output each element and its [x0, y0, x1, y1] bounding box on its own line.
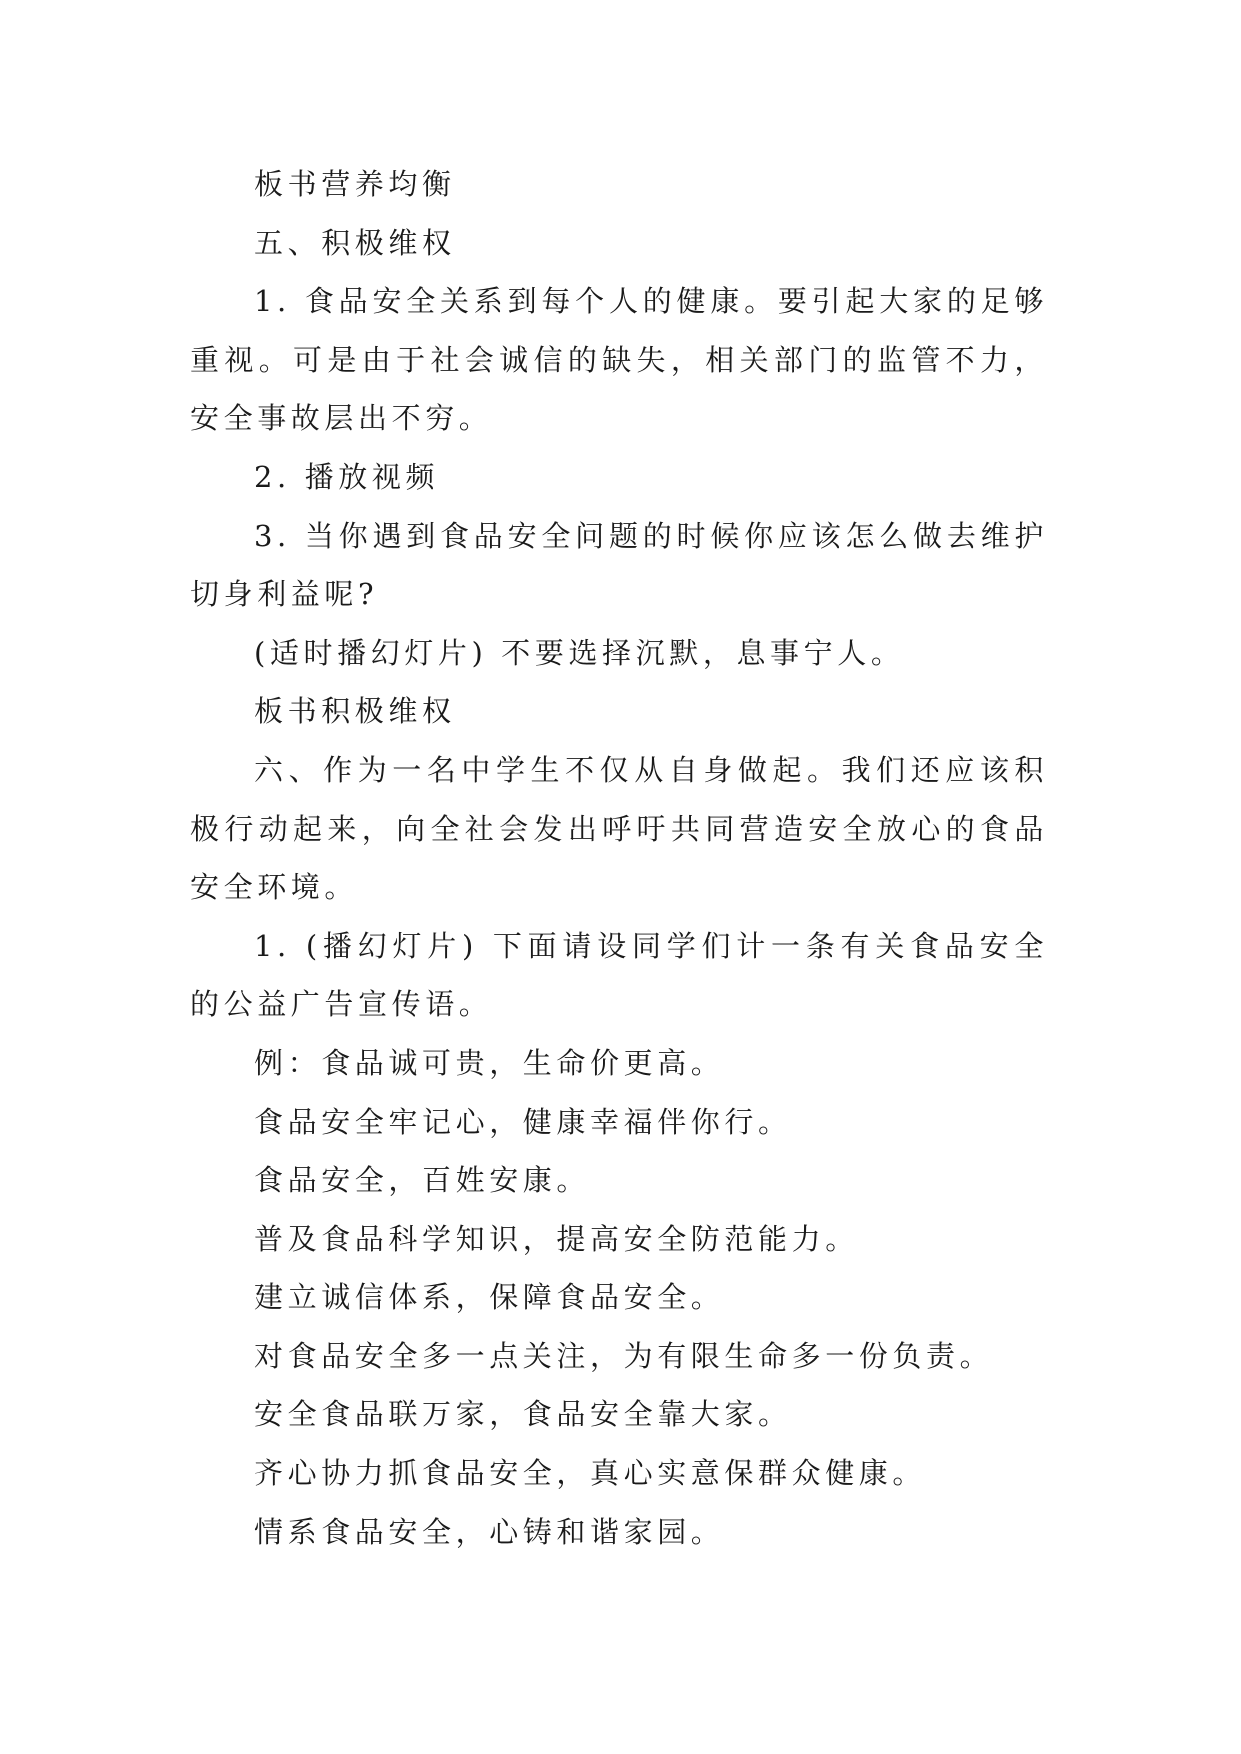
slogan-5: 建立诚信体系，保障食品安全。: [254, 1280, 725, 1315]
slogan-3: 食品安全，百姓安康。: [254, 1163, 591, 1198]
paragraph-question-rights: 3. 当你遇到食品安全问题的时候你应该怎么做去维护切身利益呢?: [190, 518, 1048, 612]
section-5-heading: 五、积极维权: [254, 225, 456, 260]
section-6-paragraph: 六、作为一名中学生不仅从自身做起。我们还应该积极行动起来，向全社会发出呼吁共同营造安全放心的食品安全环境。: [190, 752, 1048, 905]
heading-active-rights: 板书积极维权: [254, 694, 456, 729]
slogan-2: 食品安全牢记心，健康幸福伴你行。: [254, 1104, 792, 1139]
heading-nutrition-balance: 板书营养均衡: [254, 167, 456, 201]
slogan-8: 齐心协力抓食品安全，真心实意保群众健康。: [254, 1456, 927, 1491]
paragraph-play-video: 2. 播放视频: [254, 459, 440, 494]
slogan-9: 情系食品安全，心铸和谐家园。: [254, 1514, 725, 1549]
slogan-4: 普及食品科学知识，提高安全防范能力。: [254, 1221, 859, 1256]
slogan-7: 安全食品联万家，食品安全靠大家。: [254, 1397, 792, 1432]
paragraph-food-safety-health: 1. 食品安全关系到每个人的健康。要引起大家的足够重视。可是由于社会诚信的缺失，相关部门的监管不力，安全事故层出不穷。: [190, 284, 1048, 436]
slogan-example-1: 例：食品诚可贵，生命价更高。: [254, 1045, 725, 1080]
document-body: [190, 155, 1048, 1561]
paragraph-slogan-task: 1. (播幻灯片) 下面请设同学们计一条有关食品安全的公益广告宣传语。: [190, 928, 1048, 1022]
slogan-6: 对食品安全多一点关注，为有限生命多一份负责。: [254, 1338, 994, 1373]
paragraph-slide-silence: (适时播幻灯片) 不要选择沉默，息事宁人。: [254, 635, 905, 670]
